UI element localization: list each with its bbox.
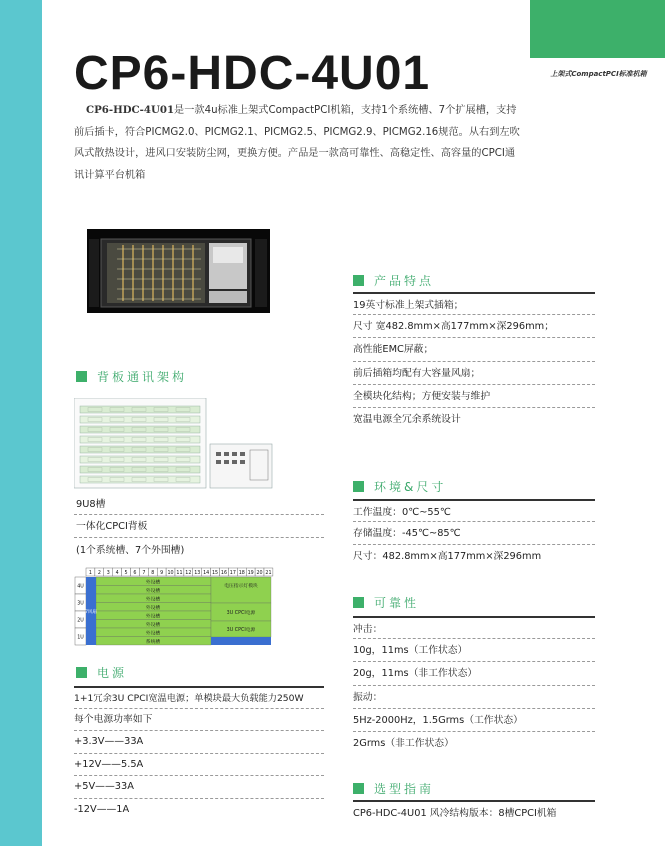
chassis-photo	[87, 229, 270, 313]
left-accent-bar	[0, 0, 42, 846]
slot-layout-chart	[74, 567, 279, 647]
selection-list	[353, 800, 595, 823]
section-marker-icon	[353, 597, 364, 608]
slot-number-label: 3	[106, 571, 110, 576]
list-item: 1+1冗余3U CPCI宽温电源；单模块最大负载能力250W	[74, 686, 324, 709]
list-item: 20g，11ms（非工作状态）	[353, 662, 595, 685]
slot-number-label: 6	[133, 571, 137, 576]
backplane-drawing	[74, 398, 274, 490]
reliability-heading-text: 可靠性	[374, 596, 420, 610]
list-item: 5Hz-2000Hz，1.5Grms（工作状态）	[353, 709, 595, 732]
backplane-slot	[80, 416, 200, 423]
slot-number-label: 5	[124, 571, 128, 576]
slot-number-label: 9	[160, 571, 164, 576]
power-heading	[76, 664, 127, 681]
list-item: 高性能EMC屏蔽；	[353, 338, 595, 361]
slot-number-label: 15	[211, 571, 219, 576]
backplane-slot	[80, 446, 200, 453]
list-item: 10g，11ms（工作状态）	[353, 639, 595, 662]
backplane-slot	[80, 476, 200, 483]
list-item: +3.3V——33A	[74, 731, 324, 754]
reliability-list	[353, 616, 595, 755]
list-item: 2Grms（非工作状态）	[353, 737, 454, 749]
environment-heading	[353, 478, 446, 495]
list-item: 每个电源功率如下	[74, 709, 324, 732]
backplane-slot	[80, 436, 200, 443]
slot-number-label: 10	[167, 571, 174, 576]
row-label: 3U	[77, 601, 84, 607]
list-item: 尺寸 宽482.8mm×高177mm×深296mm；	[353, 315, 595, 338]
slot-number-label: 12	[185, 571, 192, 576]
environment-list	[353, 499, 595, 569]
slot-number-label: 4	[115, 571, 119, 576]
list-item: 存储温度：-45℃~85℃	[353, 522, 595, 545]
backplane-slot	[80, 456, 200, 463]
backplane-line-1: 9U8槽	[76, 499, 106, 510]
list-item: 19英寸标准上架式插箱；	[353, 292, 595, 315]
list-item: 冲击：	[353, 616, 595, 639]
row-label: 1U	[77, 635, 84, 641]
slot-number-label: 2	[97, 571, 101, 576]
list-item: 工作温度：0℃~55℃	[353, 499, 595, 522]
slot-number-label: 11	[176, 571, 183, 576]
row-label: 4U	[77, 584, 84, 590]
section-marker-icon	[76, 371, 87, 382]
slot-number-label: 8	[151, 571, 155, 576]
backplane-slot	[80, 406, 200, 413]
row-label: 2U	[77, 618, 84, 624]
list-item: 全模块化结构；方便安装与维护	[353, 385, 595, 408]
section-marker-icon	[353, 275, 364, 286]
category-tag: 上架式CompactPCI标准机箱	[550, 70, 647, 78]
page-title: CP6-HDC-4U01	[74, 47, 431, 100]
slot-number-label: 19	[247, 571, 254, 576]
slot-number-label: 20	[256, 571, 263, 576]
module-label: 电压指示灯模块	[224, 584, 258, 589]
environment-heading-text: 环境&尺寸	[374, 480, 447, 494]
slot-number-label: 14	[203, 571, 210, 576]
backplane-heading-text: 背板通讯架构	[97, 370, 188, 384]
slot-label: 系统槽	[145, 639, 161, 645]
slot-number-label: 16	[220, 571, 228, 576]
slot-label: 外设槽	[145, 588, 161, 594]
slot-number-label: 7	[142, 571, 146, 576]
selection-heading	[353, 780, 434, 797]
backplane-line-2: 一体化CPCI背板	[76, 521, 148, 532]
slot-label: 外设槽	[145, 597, 161, 603]
slot-number-label: 21	[265, 571, 272, 576]
features-heading	[353, 272, 434, 289]
section-marker-icon	[76, 667, 87, 678]
slot-label: 外设槽	[145, 605, 161, 611]
list-item: +5V——33A	[74, 776, 324, 799]
fan-side-label: 7风扇	[85, 610, 97, 615]
intro-text: 是一款4u标准上架式CompactPCI机箱，支持1个系统槽、7个扩展槽，支持前后插卡，符合PICMG2.0、PICMG2.1、PICMG2.5、PICMG2.9、PICMG2.16规范。从右到左吹风式散热设计，进风口安装防尘网，更换方便。产品是一款高可靠性、高稳定性、高容量的CPCI通讯计算平台机箱	[74, 105, 520, 181]
backplane-slot	[80, 426, 200, 433]
list-item: 振动：	[353, 686, 595, 709]
list-item: -12V——1A	[74, 803, 130, 815]
power-heading-text: 电源	[97, 666, 128, 680]
list-item: +12V——5.5A	[74, 754, 324, 777]
slot-number-label: 17	[229, 571, 236, 576]
slot-label: 外设槽	[145, 622, 161, 628]
section-marker-icon	[353, 783, 364, 794]
features-list	[353, 292, 595, 431]
intro-paragraph	[74, 100, 524, 186]
features-heading-text: 产品特点	[374, 274, 435, 288]
list-item: 前后插箱均配有大容量风扇；	[353, 362, 595, 385]
slot-label: 外设槽	[145, 631, 161, 637]
corner-accent-block	[530, 0, 665, 58]
list-item: 尺寸：482.8mm×高177mm×深296mm	[353, 551, 542, 563]
list-item: CP6-HDC-4U01 风冷结构版本：8槽CPCI机箱	[353, 800, 595, 823]
section-marker-icon	[353, 481, 364, 492]
slot-label: 外设槽	[145, 614, 161, 620]
power-list	[74, 686, 324, 822]
backplane-slot	[80, 466, 200, 473]
reliability-heading	[353, 594, 419, 611]
module-label: 3U CPCI电源	[226, 611, 256, 616]
slot-number-label: 13	[194, 571, 201, 576]
intro-model: CP6-HDC-4U01	[86, 104, 175, 116]
slot-number-label: 1	[88, 571, 92, 576]
slot-number-label: 18	[238, 571, 245, 576]
backplane-line-3: (1个系统槽、7个外围槽)	[76, 545, 185, 556]
selection-heading-text: 选型指南	[374, 782, 435, 796]
slot-label: 外设槽	[145, 580, 161, 586]
module-label: 3U CPCI电源	[226, 628, 256, 633]
backplane-heading	[76, 368, 187, 385]
list-item: 宽温电源全冗余系统设计	[353, 413, 461, 425]
